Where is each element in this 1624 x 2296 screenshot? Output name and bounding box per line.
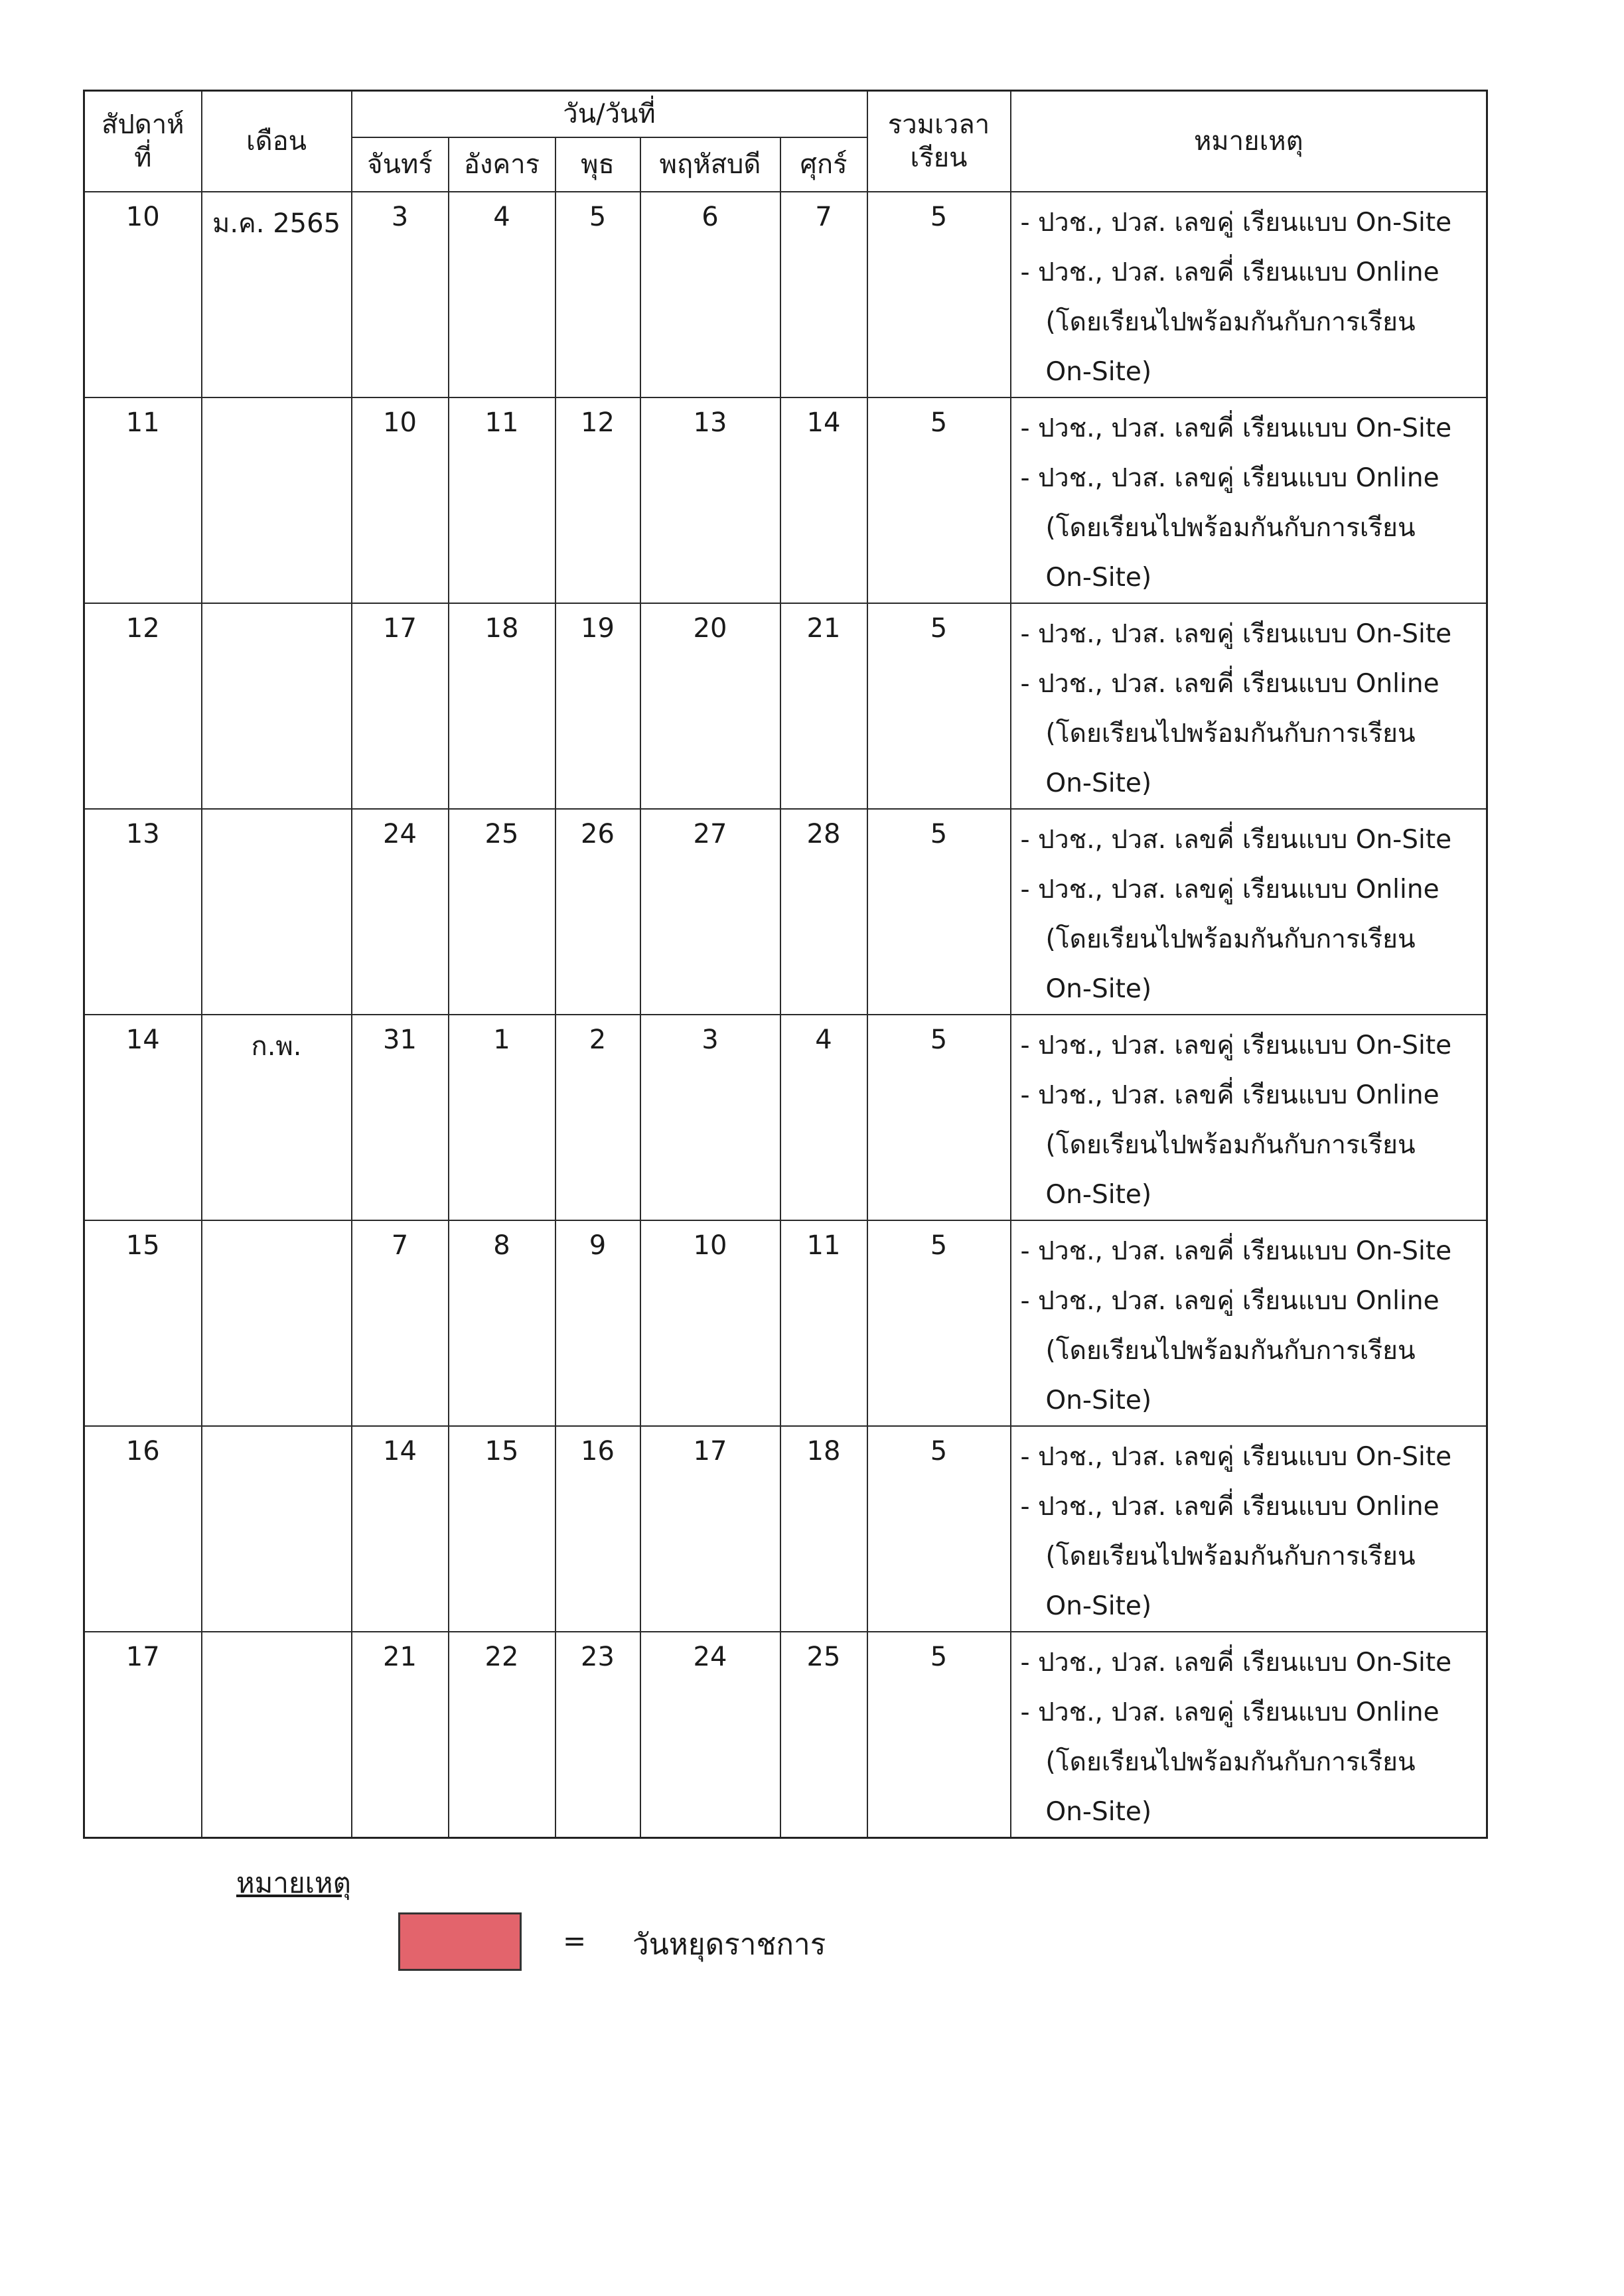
day-group-header: วัน/วันที่ [352,91,867,138]
date-cell-friday: 21 [780,603,867,809]
date-cell-thursday: 20 [640,603,780,809]
total-hours-cell: 5 [867,397,1011,603]
date-cell-friday: 25 [780,1632,867,1838]
week-header: สัปดาห์ ที่ [84,91,202,192]
table-header [84,91,1487,192]
remark-line: On-Site) [1045,1591,1152,1621]
total-hours-header: รวมเวลา เรียน [867,91,1011,192]
remark-cell [1011,809,1487,1015]
remark-line: - ปวช., ปวส. เลขคู่ เรียนแบบ On-Site [1020,208,1452,238]
date-cell-thursday: 13 [640,397,780,603]
date-cell-friday: 14 [780,397,867,603]
remark-line: (โดยเรียนไปพร้อมกันกับการเรียน [1045,513,1416,543]
remark-line: - ปวช., ปวส. เลขคี่ เรียนแบบ Online [1020,1080,1439,1110]
month-cell [202,1632,352,1838]
day-header-wednesday: พุธ [555,137,640,192]
total-hours-cell: 5 [867,809,1011,1015]
table-row [84,1220,1487,1426]
remark-cell [1011,1426,1487,1632]
remark-line: On-Site) [1045,974,1152,1004]
week-cell: 14 [84,1015,202,1220]
table-row [84,1426,1487,1632]
remark-line: (โดยเรียนไปพร้อมกันกับการเรียน [1045,924,1416,954]
date-cell-thursday: 3 [640,1015,780,1220]
date-cell-monday: 10 [352,397,449,603]
remark-cell [1011,1220,1487,1426]
month-cell: ก.พ. [202,1015,352,1220]
table-body [84,192,1487,1838]
day-header-monday: จันทร์ [352,137,449,192]
remark-line: On-Site) [1045,563,1152,593]
month-header: เดือน [202,91,352,192]
remark-header: หมายเหตุ [1011,91,1487,192]
date-cell-thursday: 27 [640,809,780,1015]
date-cell-tuesday: 8 [449,1220,555,1426]
date-cell-friday: 28 [780,809,867,1015]
day-header-friday: ศุกร์ [780,137,867,192]
legend-holiday-label: วันหยุดราชการ [632,1928,826,1962]
total-hours-cell: 5 [867,1426,1011,1632]
date-cell-monday: 17 [352,603,449,809]
remark-line: (โดยเรียนไปพร้อมกันกับการเรียน [1045,719,1416,749]
date-cell-tuesday: 11 [449,397,555,603]
date-cell-monday: 7 [352,1220,449,1426]
date-cell-thursday: 6 [640,192,780,397]
table-row [84,809,1487,1015]
date-cell-friday: 7 [780,192,867,397]
remark-line: - ปวช., ปวส. เลขคู่ เรียนแบบ Online [1020,463,1439,493]
remark-line: (โดยเรียนไปพร้อมกันกับการเรียน [1045,307,1416,337]
remark-line: - ปวช., ปวส. เลขคู่ เรียนแบบ Online [1020,1697,1439,1727]
remark-line: - ปวช., ปวส. เลขคู่ เรียนแบบ On-Site [1020,619,1452,649]
remark-cell [1011,603,1487,809]
day-header-thursday: พฤหัสบดี [640,137,780,192]
date-cell-monday: 14 [352,1426,449,1632]
remark-line: - ปวช., ปวส. เลขคี่ เรียนแบบ Online [1020,1492,1439,1522]
month-cell: ม.ค. 2565 [202,192,352,397]
date-cell-monday: 24 [352,809,449,1015]
remark-line: - ปวช., ปวส. เลขคู่ เรียนแบบ On-Site [1020,1442,1452,1472]
total-hours-cell: 5 [867,192,1011,397]
remark-line: - ปวช., ปวส. เลขคู่ เรียนแบบ Online [1020,1286,1439,1316]
schedule-table [83,90,1488,1839]
table-row [84,1015,1487,1220]
date-cell-thursday: 17 [640,1426,780,1632]
date-cell-thursday: 10 [640,1220,780,1426]
remark-line: - ปวช., ปวส. เลขคี่ เรียนแบบ Online [1020,257,1439,287]
remark-line: On-Site) [1045,1180,1152,1210]
month-cell [202,603,352,809]
month-cell [202,397,352,603]
remark-line: (โดยเรียนไปพร้อมกันกับการเรียน [1045,1336,1416,1366]
date-cell-friday: 18 [780,1426,867,1632]
remark-cell [1011,192,1487,397]
date-cell-friday: 4 [780,1015,867,1220]
date-cell-tuesday: 18 [449,603,555,809]
remark-line: On-Site) [1045,1386,1152,1415]
remark-line: - ปวช., ปวส. เลขคี่ เรียนแบบ On-Site [1020,825,1452,855]
week-cell: 12 [84,603,202,809]
legend-title: หมายเหตุ [236,1867,351,1899]
remark-line: (โดยเรียนไปพร้อมกันกับการเรียน [1045,1130,1416,1160]
week-cell: 17 [84,1632,202,1838]
holiday-color-swatch [398,1912,522,1971]
table-row [84,192,1487,397]
date-cell-tuesday: 22 [449,1632,555,1838]
date-cell-tuesday: 1 [449,1015,555,1220]
date-cell-tuesday: 25 [449,809,555,1015]
date-cell-wednesday: 9 [555,1220,640,1426]
remark-line: On-Site) [1045,357,1152,387]
date-cell-thursday: 24 [640,1632,780,1838]
remark-line: - ปวช., ปวส. เลขคี่ เรียนแบบ On-Site [1020,413,1452,443]
remark-cell [1011,1632,1487,1838]
date-cell-tuesday: 4 [449,192,555,397]
date-cell-monday: 31 [352,1015,449,1220]
remark-line: (โดยเรียนไปพร้อมกันกับการเรียน [1045,1542,1416,1571]
remark-line: - ปวช., ปวส. เลขคี่ เรียนแบบ On-Site [1020,1648,1452,1678]
remark-line: - ปวช., ปวส. เลขคู่ เรียนแบบ Online [1020,875,1439,904]
day-header-tuesday: อังคาร [449,137,555,192]
date-cell-monday: 3 [352,192,449,397]
month-cell [202,1220,352,1426]
remark-line: - ปวช., ปวส. เลขคี่ เรียนแบบ On-Site [1020,1236,1452,1266]
total-hours-cell: 5 [867,603,1011,809]
date-cell-monday: 21 [352,1632,449,1838]
table-row [84,603,1487,809]
date-cell-wednesday: 23 [555,1632,640,1838]
table-row [84,397,1487,603]
remark-line: - ปวช., ปวส. เลขคี่ เรียนแบบ Online [1020,669,1439,699]
week-cell: 10 [84,192,202,397]
remark-line: On-Site) [1045,1797,1152,1827]
remark-cell [1011,1015,1487,1220]
week-cell: 11 [84,397,202,603]
date-cell-wednesday: 5 [555,192,640,397]
total-hours-cell: 5 [867,1015,1011,1220]
week-cell: 13 [84,809,202,1015]
remark-line: On-Site) [1045,768,1152,798]
date-cell-tuesday: 15 [449,1426,555,1632]
legend-equals-sign: = [563,1924,587,1957]
remark-cell [1011,397,1487,603]
week-cell: 15 [84,1220,202,1426]
total-hours-cell: 5 [867,1220,1011,1426]
date-cell-wednesday: 2 [555,1015,640,1220]
date-cell-friday: 11 [780,1220,867,1426]
date-cell-wednesday: 16 [555,1426,640,1632]
date-cell-wednesday: 12 [555,397,640,603]
month-cell [202,1426,352,1632]
date-cell-wednesday: 19 [555,603,640,809]
remark-line: - ปวช., ปวส. เลขคู่ เรียนแบบ On-Site [1020,1031,1452,1060]
total-hours-cell: 5 [867,1632,1011,1838]
remark-line: (โดยเรียนไปพร้อมกันกับการเรียน [1045,1747,1416,1777]
table-row [84,1632,1487,1838]
date-cell-wednesday: 26 [555,809,640,1015]
month-cell [202,809,352,1015]
week-cell: 16 [84,1426,202,1632]
